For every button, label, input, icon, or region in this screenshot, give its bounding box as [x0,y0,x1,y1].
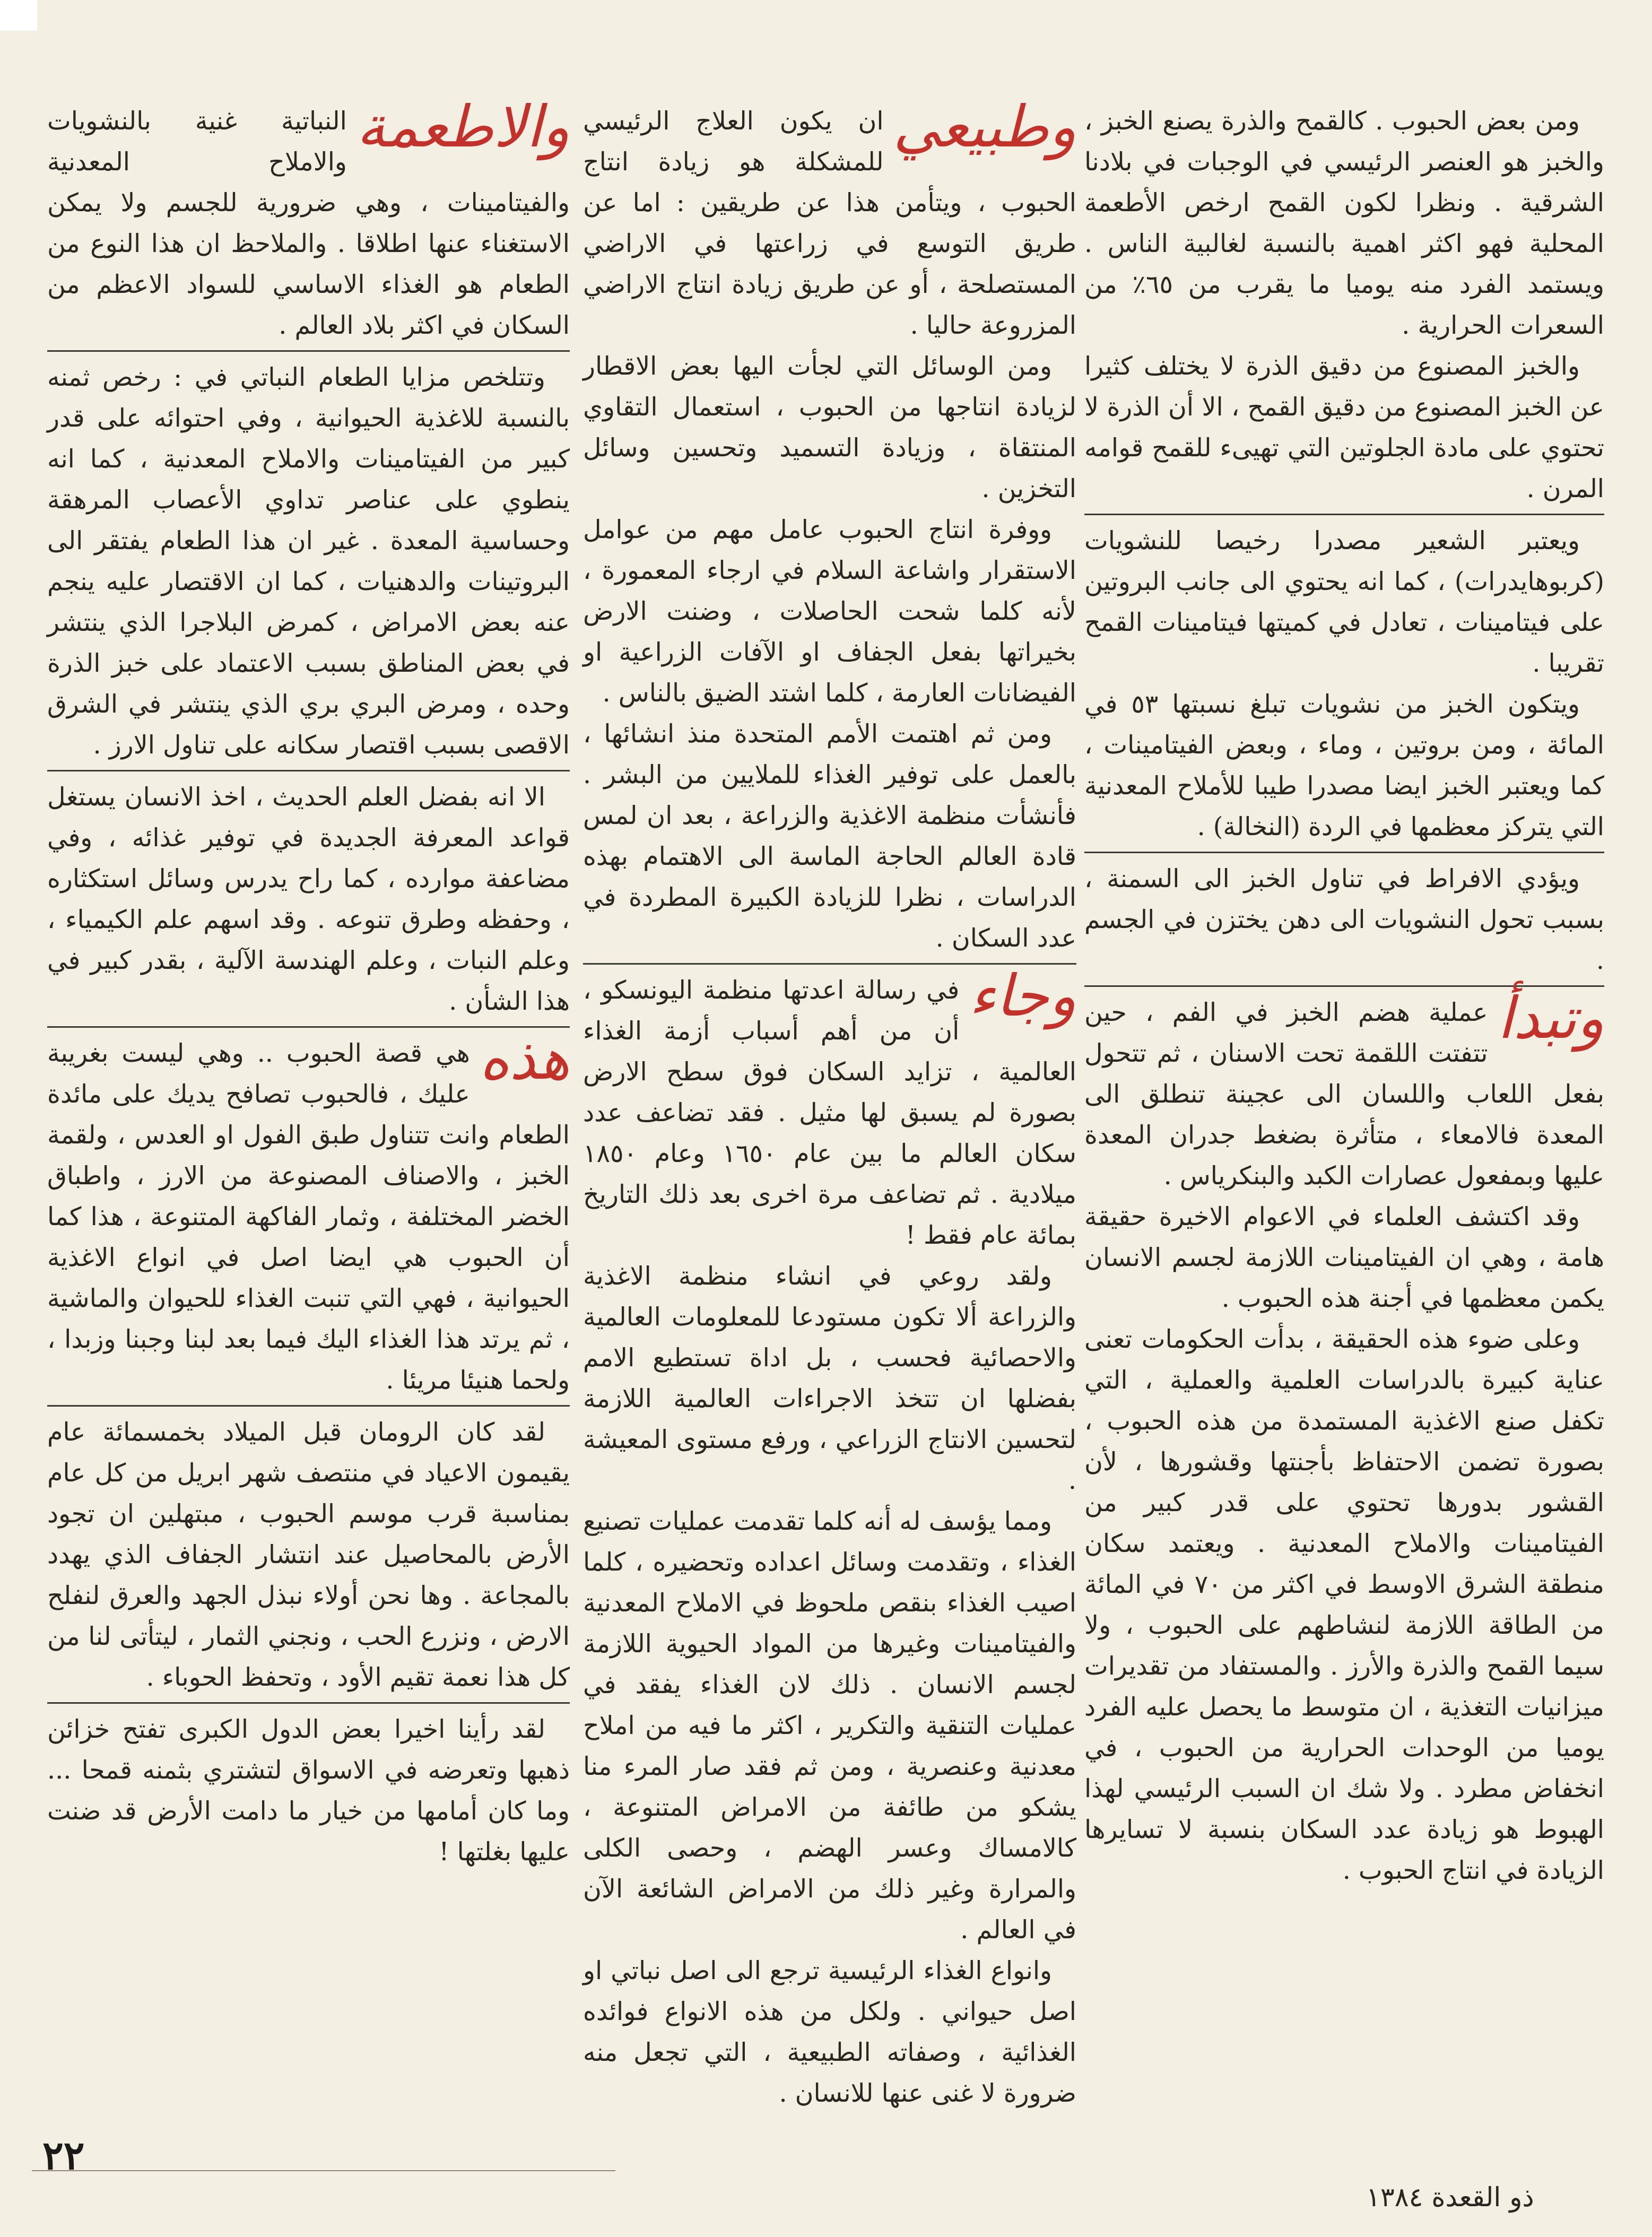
section-divider [47,770,570,771]
section-hadhihi [47,1026,570,1872]
paragraph: الا انه بفضل العلم الحديث ، اخذ الانسان يستغل قواعد المعرفة الجديدة في توفير غذائه ، وفي مضاعفة موارده ، كما راح يدرس وسائل استكثاره ، وحفظه وطرق تنوعه . وقد اسهم علم الكيمياء ، وعلم النبات ، وعلم الهندسة الآلية ، بقدر كبير في هذا الشأن . [47,783,570,1016]
section-jaa [583,963,1076,2114]
paragraph: ومما يؤسف له أنه كلما تقدمت عمليات تصنيع الغذاء ، وتقدمت وسائل اعداده وتحضيره ، كلما اصيب الغذاء بنقص ملحوظ في الاملاح المعدنية والفيتامينات وغيرها من المواد الحيوية اللازمة لجسم الانسان . ذلك لان الغذاء يفقد في عمليات التنقية والتكرير ، اكثر ما فيه من املاح معدنية وعنصرية ، ومن ثم فقد صار المرء منا يشكو من طائفة من الامراض المتنوعة ، كالامساك وعسر الهضم ، وحصى الكلى والمرارة وغير ذلك من الامراض الشائعة الآن في العالم . [583,1507,1076,1945]
section-heading-atima: والاطعمة [356,94,570,160]
section-heading-hadhihi: هذه [479,1026,570,1093]
paragraph: وانواع الغذاء الرئيسية ترجع الى اصل نباتي او اصل حيواني . ولكل من هذه الانواع فوائده الغذائية ، وصفاته الطبيعية ، التي تجعل منه ضرورة لا غنى عنها للانسان . [583,1956,1076,2108]
column-left [47,94,570,2078]
paragraph: لقد كان الرومان قبل الميلاد بخمسمائة عام يقيمون الاعياد في منتصف شهر ابريل من كل عام بمناسبة قرب موسم الحبوب ، مبتهلين ان تجود الأرض بالمحاصيل عند انتشار الجفاف الذي يهدد بالمجاعة . وها نحن أولاء نبذل الجهد والعرق لنفلح الارض ، ونزرع الحب ، ونجني الثمار ، ليتأتى لنا من كل هذا نعمة تقيم الأود ، وتحفظ الحوباء . [47,1418,570,1692]
paragraph: وتتلخص مزايا الطعام النباتي في : رخص ثمنه بالنسبة للاغذية الحيوانية ، وفي احتوائه على قدر كبير من الفيتامينات والاملاح المعدنية ، كما انه ينطوي على عناصر تداوي الأعصاب المرهقة وحساسية المعدة . غير ان هذا الطعام يفتقر الى البروتينات والدهنيات ، كما ان الاقتصار عليه ينجم عنه بعض الامراض ، كمرض البلاجرا الذي ينتشر في بعض المناطق بسبب الاعتماد على خبز الذرة وحده ، ومرض البري بري الذي ينتشر في الشرق الاقصى بسبب اقتصار سكانه على تناول الارز . [47,363,570,760]
torn-corner [0,0,37,31]
section-heading-jaa: وجاء [969,963,1076,1029]
section-divider [47,1702,570,1704]
paragraph: ومن الوسائل التي لجأت اليها بعض الاقطار لزيادة انتاجها من الحبوب ، استعمال التقاوي المنتقاة ، وزيادة التسميد وتحسين وسائل التخزين . [583,352,1076,504]
section-divider [1084,852,1604,853]
paragraph: ولقد روعي في انشاء منظمة الاغذية والزراعة ألا تكون مستودعا للمعلومات العالمية والاحصائية فحسب ، بل اداة تستطيع الامم بفضلها ان تتخذ الاجراءات العالمية اللازمة لتحسين الانتاج الزراعي ، ورفع مستوى المعيشة . [583,1262,1076,1495]
column-middle [583,94,1076,2108]
paragraph: هي قصة الحبوب .. وهي ليست بغريبة عليك ، فالحبوب تصافح يديك على مائدة الطعام وانت تتناول طبق الفول او العدس ، ولقمة الخبز ، والاصناف المصنوعة من الارز ، واطباق الخضر المختلفة ، وثمار الفاكهة المتنوعة ، هذا كما أن الحبوب هي ايضا اصل في انواع الاغذية الحيوانية ، فهي التي تنبت الغذاء للحيوان والماشية ، ثم يرتد هذا الغذاء اليك فيما بعد لبنا وجبنا وزبدا ، ولحما هنيئا مريئا . [47,1039,570,1395]
paragraph: وعلى ضوء هذه الحقيقة ، بدأت الحكومات تعنى عناية كبيرة بالدراسات العلمية والعملية ، التي تكفل صنع الاغذية المستمدة من هذه الحبوب ، بصورة تضمن الاحتفاظ بأجنتها وقشورها ، لأن القشور بدورها تحتوي على قدر كبير من الفيتامينات والاملاح المعدنية . ويعتمد سكان منطقة الشرق الاوسط في اكثر من ٧٠ في المائة من الطاقة اللازمة لنشاطهم على الحبوب ، ولا سيما القمح والذرة والأرز . والمستفاد من تقديرات ميزانيات التغذية ، ان متوسط ما يحصل عليه الفرد يوميا من الوحدات الحرارية من الحبوب ، في انخفاض مطرد . ولا شك ان السبب الرئيسي لهذا الهبوط هو زيادة عدد السكان بنسبة لا تسايرها الزيادة في انتاج الحبوب . [1084,1325,1604,1885]
column-right [1084,101,1604,2078]
section-tabeei [583,94,1076,959]
paragraph: ومن ثم اهتمت الأمم المتحدة منذ انشائها ، بالعمل على توفير الغذاء للملايين من البشر . فأنشأت منظمة الاغذية والزراعة ، بعد ان لمس قادة العالم الحاجة الماسة الى الاهتمام بهذه الدراسات ، نظرا للزيادة الكبيرة المطردة في عدد السكان . [583,719,1076,953]
paragraph: وقد اكتشف العلماء في الاعوام الاخيرة حقيقة هامة ، وهي ان الفيتامينات اللازمة لجسم الانسان يكمن معظمها في أجنة هذه الحبوب . [1084,1202,1604,1313]
paragraph: ان يكون العلاج الرئيسي للمشكلة هو زيادة انتاج الحبوب ، ويتأمن هذا عن طريقين : اما عن طريق التوسع في زراعتها في الاراضي المستصلحة ، أو عن طريق زيادة انتاج الاراضي المزروعة حاليا . [583,107,1076,340]
section-heading-tabeei: وطبيعي [893,94,1076,160]
page-number: ٢٢ [42,2133,85,2179]
paragraph: عملية هضم الخبز في الفم ، حين تتفتت اللقمة تحت الاسنان ، ثم تتحول بفعل اللعاب واللسان الى عجينة تنطلق الى المعدة فالامعاء ، متأثرة بضغط جدران المعدة عليها وبمفعول عصارات الكبد والبنكرياس . [1084,998,1604,1191]
section-divider [1084,514,1604,515]
paragraph: ويعتبر الشعير مصدرا رخيصا للنشويات (كربوهايدرات) ، كما انه يحتوي الى جانب البروتين على فيتامينات ، تعادل في كميتها فيتامينات القمح تقريبا . [1084,526,1604,678]
paragraph: ووفرة انتاج الحبوب عامل مهم من عوامل الاستقرار واشاعة السلام في ارجاء المعمورة ، لأنه كلما شحت الحاصلات ، وضنت الارض بخيراتها بفعل الجفاف او الآفات الزراعية او الفيضانات العارمة ، كلما اشتد الضيق بالناس . [583,515,1076,708]
paragraph: ومن بعض الحبوب . كالقمح والذرة يصنع الخبز ، والخبز هو العنصر الرئيسي في الوجبات في بلادنا الشرقية . ونظرا لكون القمح ارخص الأطعمة المحلية فهو اكثر اهمية بالنسبة لغالبية الناس . ويستمد الفرد منه يوميا ما يقرب من ٦٥٪ من السعرات الحرارية . [1084,107,1605,340]
paragraph: والخبز المصنوع من دقيق الذرة لا يختلف كثيرا عن الخبز المصنوع من دقيق القمح ، الا أن الذرة لا تحتوي على مادة الجلوتين التي تهيىء للقمح قوامه المرن . [1084,352,1604,504]
paragraph: ويؤدي الافراط في تناول الخبز الى السمنة ، بسبب تحول النشويات الى دهن يختزن في الجسم . [1084,864,1604,975]
section-divider [47,1405,570,1407]
issue-date: ذو القعدة ١٣٨٤ [1366,2182,1534,2213]
paragraph: في رسالة اعدتها منظمة اليونسكو ، أن من أهم أسباب أزمة الغذاء العالمية ، تزايد السكان فوق سطح الارض بصورة لم يسبق لها مثيل . فقد تضاعف عدد سكان العالم ما بين عام ١٦٥٠ وعام ١٨٥٠ ميلادية . ثم تضاعف مرة اخرى بعد ذلك التاريخ بمائة عام فقط ! [583,976,1076,1250]
section-atima [47,94,570,1022]
footer-rule [32,2170,615,2171]
paragraph: ويتكون الخبز من نشويات تبلغ نسبتها ٥٣ في المائة ، ومن بروتين ، وماء ، وبعض الفيتامينات ، كما ويعتبر الخبز ايضا مصدرا طيبا للأملاح المعدنية التي يتركز معظمها في الردة (النخالة) . [1084,690,1604,842]
section-divider [47,350,570,352]
paragraph: لقد رأينا اخيرا بعض الدول الكبرى تفتح خزائن ذهبها وتعرضه في الاسواق لتشتري بثمنه قمحا ... وما كان أمامها من خيار ما دامت الأرض قد ضنت عليها بغلتها ! [47,1715,570,1867]
section-heading-tabdar: وتبدأ [1497,985,1604,1052]
paragraph: النباتية غنية بالنشويات والاملاح المعدنية والفيتامينات ، وهي ضرورية للجسم ولا يمكن الاستغناء عنها اطلاقا . والملاحظ ان هذا النوع من الطعام هو الغذاء الاساسي للسواد الاعظم من السكان في اكثر بلاد العالم . [47,107,570,340]
section-tabdar [1084,985,1604,1891]
